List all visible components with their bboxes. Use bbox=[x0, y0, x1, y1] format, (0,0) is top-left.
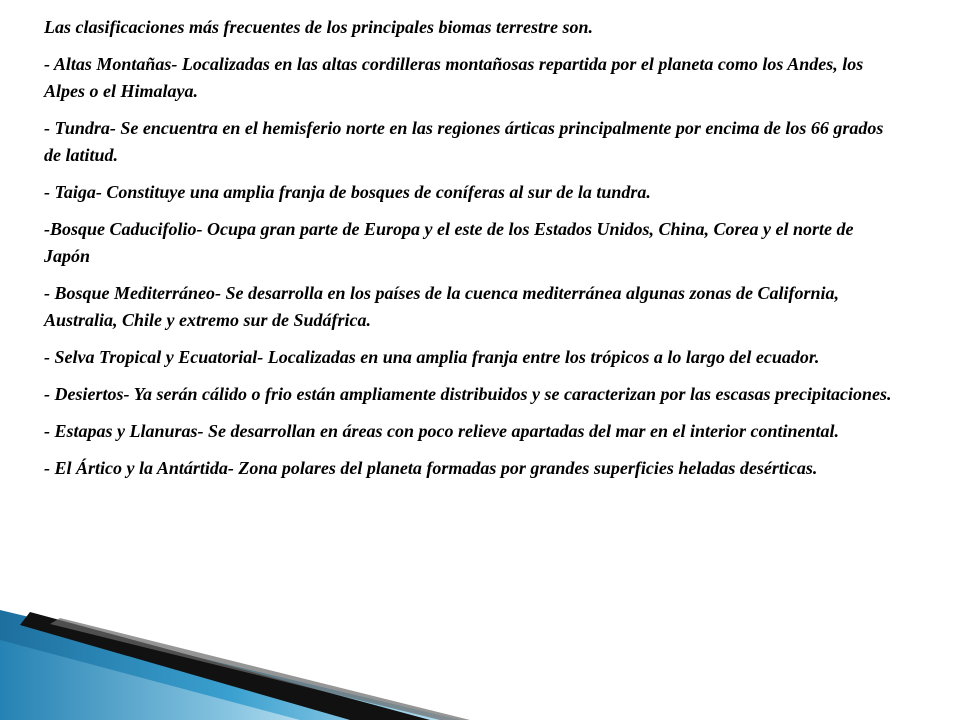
list-item-estapas-llanuras: - Estapas y Llanuras- Se desarrollan en áreas con poco relieve apartadas del mar en el interior continental. bbox=[44, 421, 840, 441]
slide-text-block bbox=[44, 14, 904, 492]
list-item-artico-antartida: - El Ártico y la Antártida- Zona polares del planeta formadas por grandes superficies heladas desérticas. bbox=[44, 458, 818, 478]
list-item-bosque-caducifolio: -Bosque Caducifolio- Ocupa gran parte de Europa y el este de los Estados Unidos, China, Corea y el norte de Japón bbox=[44, 219, 854, 266]
list-item-tundra: - Tundra- Se encuentra en el hemisferio norte en las regiones árticas principalmente por encima de los 66 grados de latitud. bbox=[44, 118, 884, 165]
list-item-altas-montanas: - Altas Montañas- Localizadas en las altas cordilleras montañosas repartida por el planeta como los Andes, los Alpes o el Himalaya. bbox=[44, 54, 864, 101]
intro-text: Las clasificaciones más frecuentes de los principales biomas terrestre son. bbox=[44, 17, 593, 37]
list-item-bosque-mediterraneo: - Bosque Mediterráneo- Se desarrolla en los países de la cuenca mediterránea algunas zonas de California, Australia, Chile y extremo sur de Sudáfrica. bbox=[44, 283, 840, 330]
list-item-taiga: - Taiga- Constituye una amplia franja de bosques de coníferas al sur de la tundra. bbox=[44, 182, 651, 202]
list-item-selva-tropical: - Selva Tropical y Ecuatorial- Localizadas en una amplia franja entre los trópicos a lo largo del ecuador. bbox=[44, 347, 820, 367]
list-item-desiertos: - Desiertos- Ya serán cálido o frio están ampliamente distribuidos y se caracterizan por las escasas precipitaciones. bbox=[44, 384, 892, 404]
